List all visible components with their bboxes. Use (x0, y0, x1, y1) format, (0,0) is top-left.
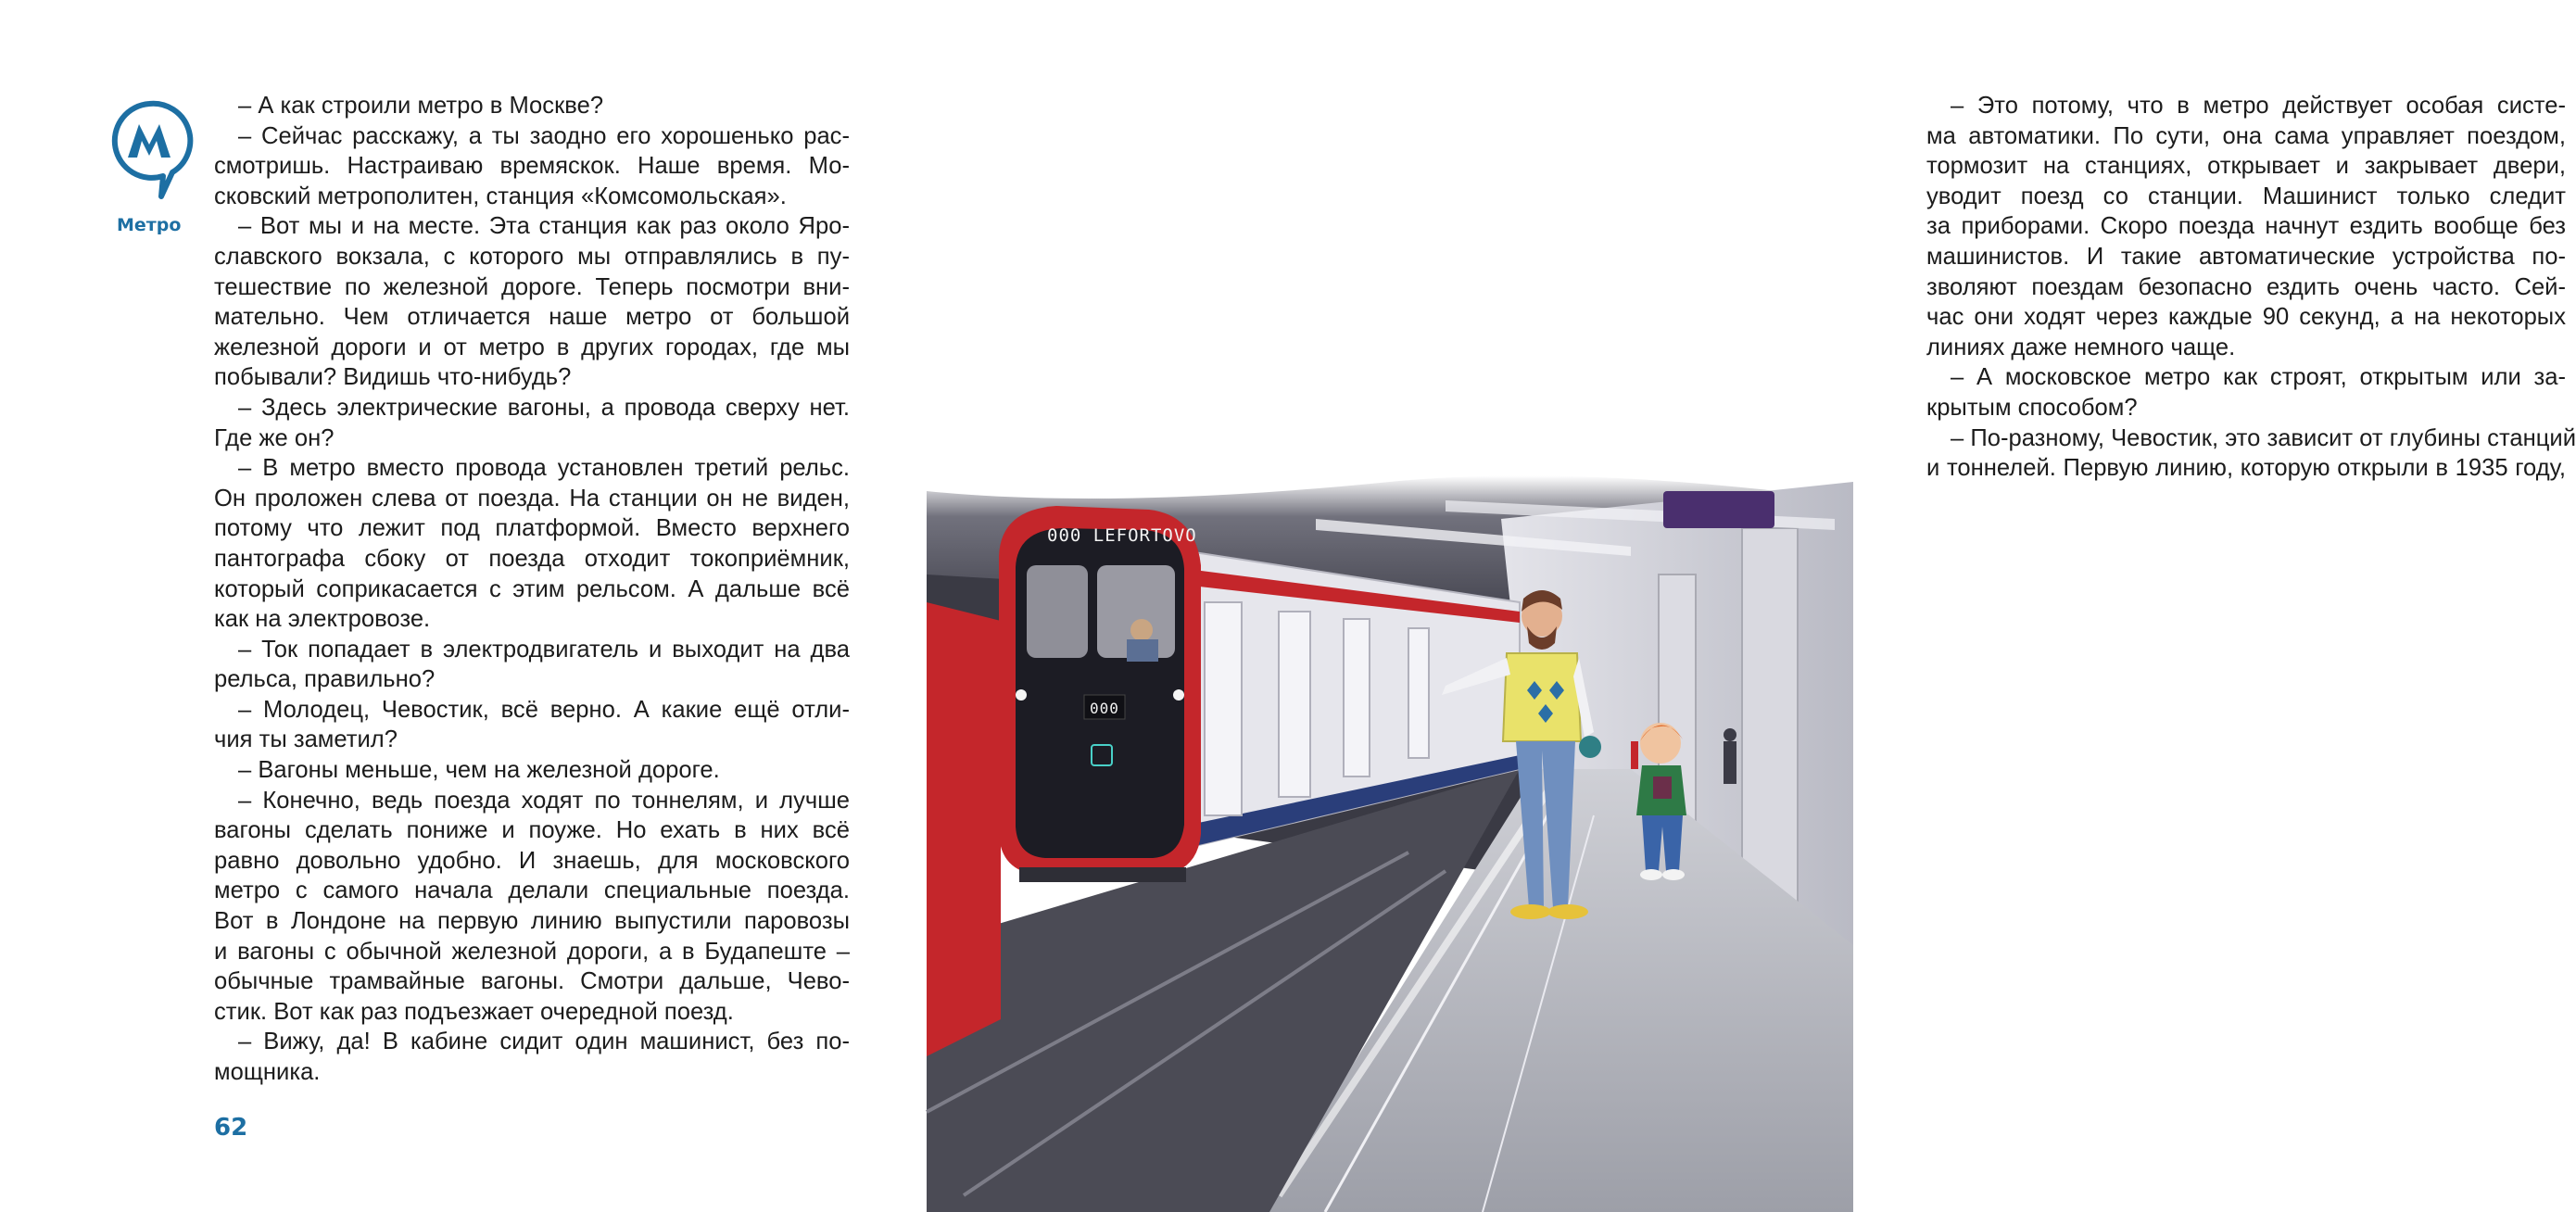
station-sign-shape (1663, 491, 1774, 528)
text-line: линиях даже немного чаще. (1926, 334, 2236, 360)
text-line: – Вагоны меньше, чем на железной дороге. (238, 757, 720, 784)
text-line: метро с самого начала делали специальные поезда. (214, 877, 850, 904)
metro-badge (107, 100, 191, 202)
text-line: мательно. Чем отличается наше метро от большой (214, 304, 850, 331)
text-line: смотришь. Настраиваю времяскок. Наше время. Мо- (214, 153, 850, 180)
text-line: стик. Вот как раз подъезжает очередной поезд. (214, 998, 734, 1025)
text-line: – Здесь электрические вагоны, а провода сверху нет. (238, 394, 850, 421)
text-line: обычные трамвайные вагоны. Смотри дальше, Чево- (214, 968, 850, 995)
text-line: который соприкасается с этим рельсом. А дальше всё (214, 575, 850, 602)
text-line: потому что лежит под платформой. Вместо верхнего (214, 515, 850, 542)
text-line: как на электровозе. (214, 606, 431, 633)
text-line: – Конечно, ведь поезда ходят по тоннелям, и лучше (238, 787, 850, 814)
text-line: за приборами. Скоро поезда начнут ездить вообще без (1926, 213, 2566, 240)
text-line: – Ток попадает в электродвигатель и выходит на два (238, 636, 850, 663)
right-body-text (1926, 91, 2576, 484)
text-line: – Молодец, Чевостик, всё верно. А какие ещё отли- (238, 696, 850, 723)
text-line: крытым способом? (1926, 394, 2138, 421)
text-line: Вот в Лондоне на первую линию выпустили паровозы (214, 908, 850, 935)
text-line: железной дороги и от метро в других городах, где мы (214, 334, 850, 360)
text-line: – В метро вместо провода установлен третий рельс. (238, 455, 850, 482)
metro-station-illustration (927, 463, 1853, 1212)
train-front (999, 506, 1201, 882)
text-line: ма автоматики. По сути, она сама управляет поездом, (1926, 122, 2566, 149)
text-line: Он проложен слева от поезда. На станции он не виден, (214, 485, 850, 511)
text-line: равно довольно удобно. И знаешь, для московского (214, 847, 850, 874)
text-line: побывали? Видишь что-нибудь? (214, 364, 572, 391)
text-line: Где же он? (214, 424, 335, 451)
text-line: – Вот мы и на месте. Эта станция как раз около Яро- (238, 213, 850, 240)
text-line: – По-разному, Чевостик, это зависит от глубины станций (1951, 424, 2576, 451)
page-number: 62 (214, 1114, 248, 1142)
text-line: и вагоны с обычной железной дороги, а в Будапеште – (214, 938, 850, 965)
text-line: машинистов. И такие автоматические устройства по- (1926, 243, 2566, 270)
left-page (0, 0, 927, 1212)
text-line: зволяют поездам безопасно ездить очень часто. Сей- (1926, 273, 2566, 300)
text-line: – А московское метро как строят, открытым или за- (1951, 364, 2566, 391)
left-body-text (214, 91, 850, 1088)
text-line: уводит поезд со станции. Машинист только следит (1926, 183, 2566, 209)
text-line: и тоннелей. Первую линию, которую открыли в 1935 году, (1926, 455, 2566, 482)
text-line: рельса, правильно? (214, 666, 436, 693)
section-label: Метро (117, 215, 182, 235)
text-line: вагоны сделать пониже и поуже. Но ехать в них всё (214, 817, 850, 844)
metro-m-icon (107, 100, 191, 202)
text-line: – Это потому, что в метро действует особая систе- (1951, 93, 2566, 119)
text-line: час они ходят через каждые 90 секунд, а на некоторых (1926, 304, 2566, 331)
text-line: тормозит на станциях, открывает и закрывает двери, (1926, 153, 2566, 180)
text-line: мощника. (214, 1059, 321, 1085)
text-line: тешествие по железной дороге. Теперь посмотри вни- (214, 273, 850, 300)
destination-sign: 000 LEFORTOVO (1047, 525, 1197, 546)
text-line: сковский метрополитен, станция «Комсомольская». (214, 183, 787, 209)
text-line: пантографа сбоку от поезда отходит токоприёмник, (214, 545, 850, 572)
text-line: славского вокзала, с которого мы отправлялись в пу- (214, 243, 850, 270)
train-number: 000 (1090, 700, 1119, 717)
text-line: – Вижу, да! В кабине сидит один машинист, без по- (238, 1029, 850, 1055)
text-line: – Сейчас расскажу, а ты заодно его хорошенько рас- (238, 122, 850, 149)
text-line: чия ты заметил? (214, 726, 398, 753)
text-line: – А как строили метро в Москве? (238, 93, 604, 119)
